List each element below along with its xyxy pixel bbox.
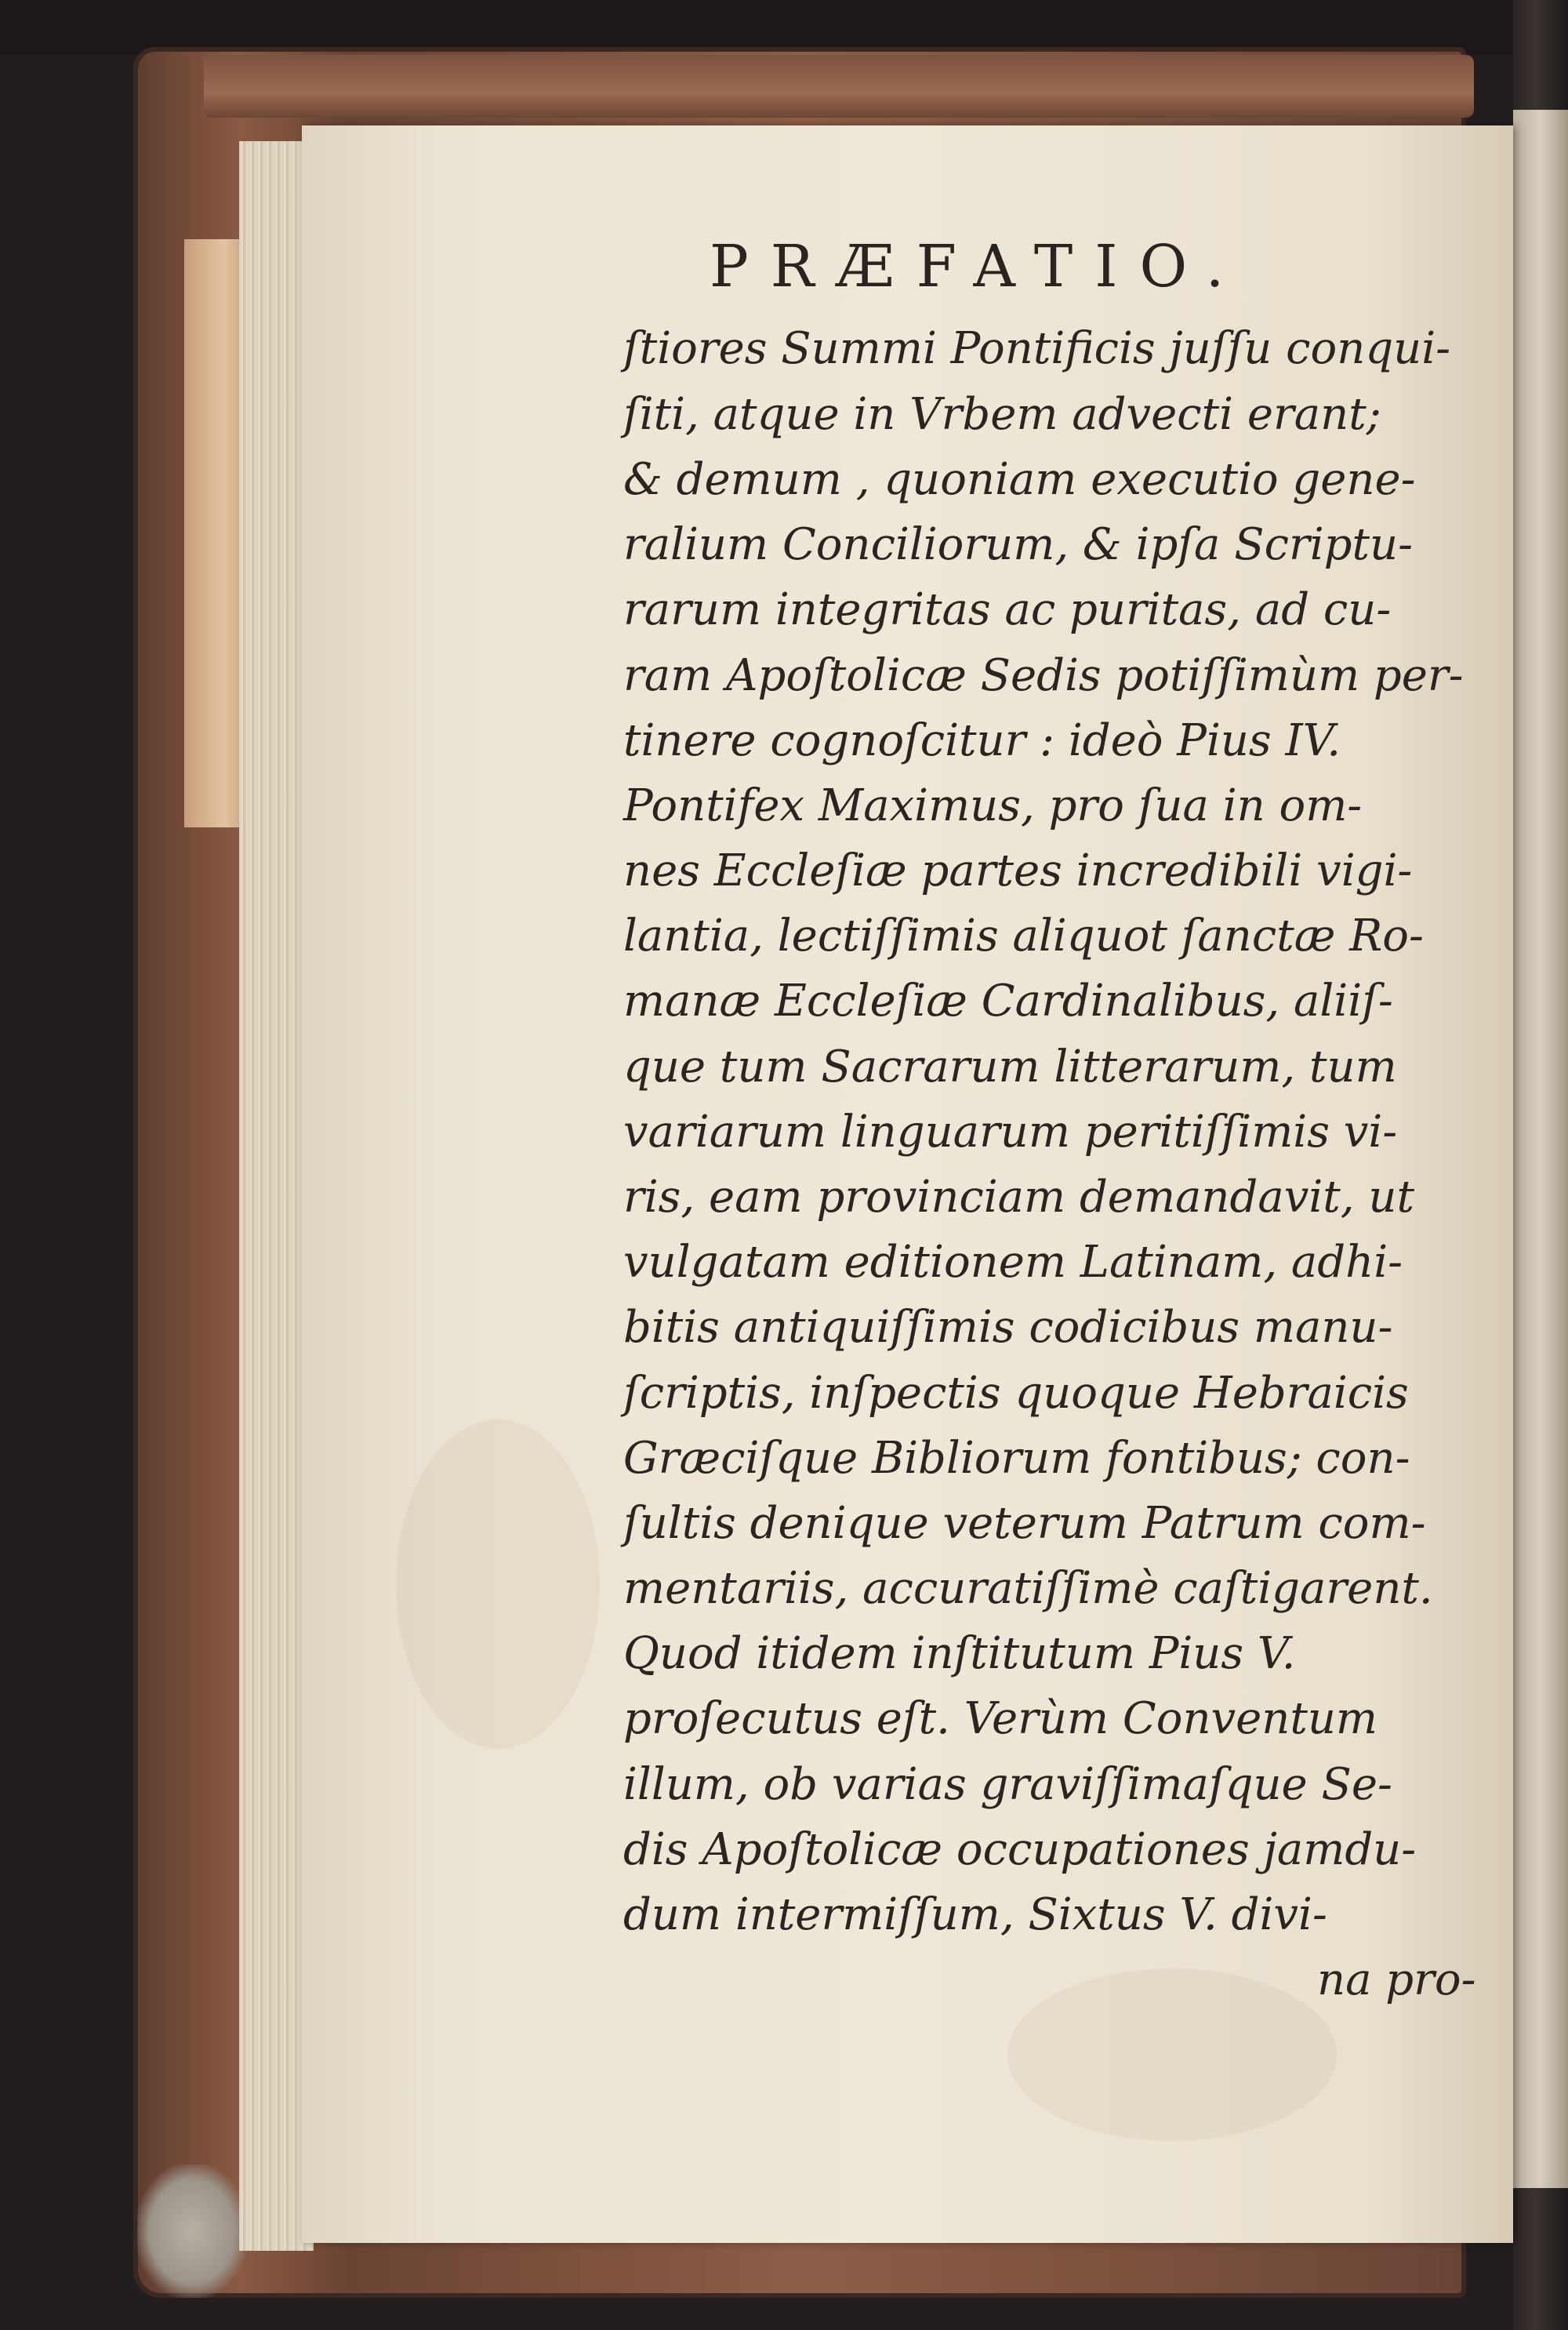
text-line: manæ Eccleſiæ Cardinalibus, aliiſ- bbox=[623, 976, 1393, 1027]
text-line: lantia, lectiſſimis aliquot ſanctæ Ro- bbox=[623, 911, 1424, 961]
text-line: tinere cognoſcitur : ideò Pius IV. bbox=[623, 715, 1341, 766]
text-line: ſultis denique veterum Patrum com- bbox=[623, 1498, 1426, 1549]
cover-worn-corner bbox=[137, 2165, 247, 2298]
text-line: proſecutus eſt. Verùm Conventum bbox=[623, 1693, 1378, 1744]
text-line: ſtiores Summi Pontificis juſſu conqui- bbox=[623, 323, 1451, 374]
text-line: nes Eccleſiæ partes incredibili vigi- bbox=[623, 845, 1413, 896]
text-line: ram Apoſtolicæ Sedis potiſſimùm per- bbox=[623, 650, 1464, 701]
text-line: ris, eam provinciam demandavit, ut bbox=[623, 1172, 1414, 1223]
text-line: mentariis, accuratiſſimè caſtigarent. bbox=[623, 1563, 1433, 1614]
facing-page-edge bbox=[1513, 110, 1568, 2188]
text-line: ſcriptis, inſpectis quoque Hebraicis bbox=[623, 1368, 1409, 1419]
text-line: ſiti, atque in Vrbem advecti erant; bbox=[623, 389, 1381, 440]
text-line: rarum integritas ac puritas, ad cu- bbox=[623, 584, 1392, 635]
text-line: dis Apoſtolicæ occupationes jamdu- bbox=[623, 1824, 1417, 1875]
text-line: que tum Sacrarum litterarum, tum bbox=[623, 1041, 1397, 1092]
text-line: Græciſque Bibliorum fontibus; con- bbox=[623, 1433, 1410, 1484]
text-line: dum intermiſſum, Sixtus V. divi- bbox=[623, 1889, 1327, 1940]
text-line: bitis antiquiſſimis codicibus manu- bbox=[623, 1302, 1393, 1353]
catchword-line: na pro- bbox=[1317, 1954, 1476, 2005]
text-line: Pontifex Maximus, pro ſua in om- bbox=[623, 780, 1363, 831]
text-line: ralium Conciliorum, & ipſa Scriptu- bbox=[623, 519, 1413, 570]
text-line: Quod itidem inſtitutum Pius V. bbox=[623, 1628, 1296, 1679]
text-line: variarum linguarum peritiſſimis vi- bbox=[623, 1107, 1398, 1158]
text-line: vulgatam editionem Latinam, adhi- bbox=[623, 1237, 1403, 1288]
text-line: & demum , quoniam executio gene- bbox=[623, 454, 1416, 505]
running-header: PRÆFATIO. bbox=[710, 233, 1247, 300]
book-top-edge bbox=[204, 55, 1474, 118]
text-line: illum, ob varias graviſſimaſque Se- bbox=[623, 1759, 1392, 1810]
